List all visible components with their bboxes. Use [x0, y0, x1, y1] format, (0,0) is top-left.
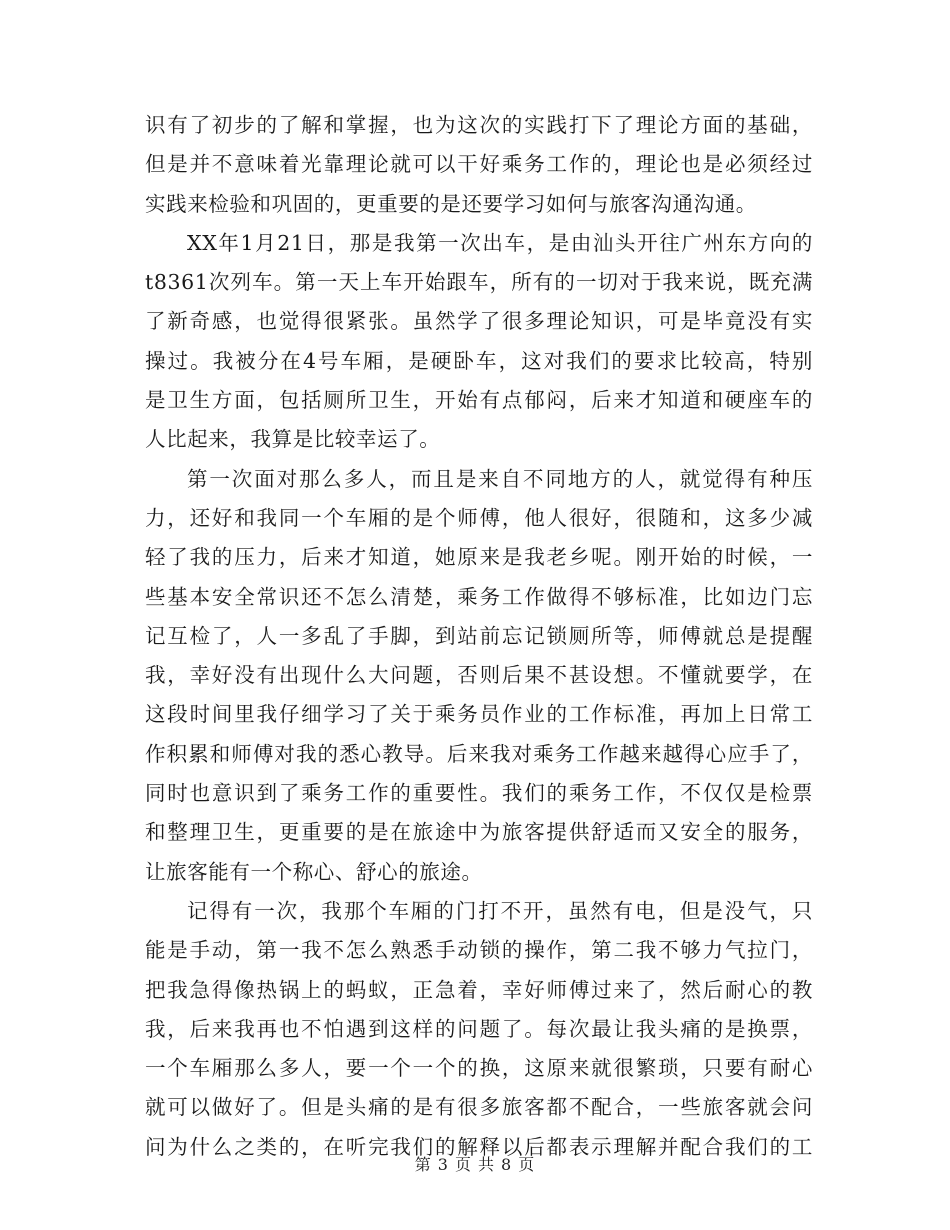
- text-line: 这段时间里我仔细学习了关于乘务员作业的工作标准，再加上日常工: [145, 702, 813, 727]
- text-line: 问为什么之类的，在听完我们的解释以后都表示理解并配合我们的工: [145, 1134, 813, 1159]
- text-line: 第一次面对那么多人，而且是来自不同地方的人，就觉得有种压: [187, 466, 813, 491]
- text-line: 一个车厢那么多人，要一个一个的换，这原来就很繁琐，只要有耐心: [145, 1056, 813, 1081]
- text-line: 操过。我被分在4号车厢，是硬卧车，这对我们的要求比较高，特别: [145, 348, 813, 373]
- body-text: [145, 106, 813, 1167]
- text-line: 记得有一次，我那个车厢的门打不开，虽然有电，但是没气，只: [187, 898, 813, 923]
- text-line: 把我急得像热锅上的蚂蚁，正急着，幸好师傅过来了，然后耐心的教: [145, 977, 813, 1002]
- text-line: 我，幸好没有出现什么大问题，否则后果不甚设想。不懂就要学，在: [145, 663, 813, 688]
- text-line: t8361次列车。第一天上车开始跟车，所有的一切对于我来说，既充满: [145, 270, 813, 295]
- footer-middle: 页 共: [454, 1155, 496, 1174]
- page-footer: [0, 1152, 950, 1175]
- total-pages: 8: [501, 1155, 513, 1174]
- text-line: 记互检了，人一多乱了手脚，到站前忘记锁厕所等，师傅就总是提醒: [145, 623, 813, 648]
- page-number: 3: [437, 1155, 449, 1174]
- text-line: 让旅客能有一个称心、舒心的旅途。: [145, 859, 483, 884]
- text-line: 能是手动，第一我不怎么熟悉手动锁的操作，第二我不够力气拉门，: [145, 938, 813, 963]
- text-line: 实践来检验和巩固的，更重要的是还要学习如何与旅客沟通沟通。: [145, 191, 757, 216]
- text-line: 和整理卫生，更重要的是在旅途中为旅客提供舒适而又安全的服务，: [145, 820, 813, 845]
- footer-suffix: 页: [518, 1155, 536, 1174]
- text-line: 人比起来，我算是比较幸运了。: [145, 427, 441, 452]
- text-line: 力，还好和我同一个车厢的是个师傅，他人很好，很随和，这多少减: [145, 505, 813, 530]
- text-line: 了新奇感，也觉得很紧张。虽然学了很多理论知识，可是毕竟没有实: [145, 309, 813, 334]
- footer-prefix: 第: [414, 1155, 432, 1174]
- text-line: 些基本安全常识还不怎么清楚，乘务工作做得不够标准，比如边门忘: [145, 584, 813, 609]
- text-line: 我，后来我再也不怕遇到这样的问题了。每次最让我头痛的是换票，: [145, 1016, 813, 1041]
- text-line: 但是并不意味着光靠理论就可以干好乘务工作的，理论也是必须经过: [145, 152, 813, 177]
- text-line: XX年1月21日，那是我第一次出车，是由汕头开往广州东方向的: [187, 230, 813, 255]
- text-line: 识有了初步的了解和掌握，也为这次的实践打下了理论方面的基础，: [145, 113, 813, 137]
- text-line: 同时也意识到了乘务工作的重要性。我们的乘务工作，不仅仅是检票: [145, 781, 813, 806]
- text-line: 作积累和师傅对我的悉心教导。后来我对乘务工作越来越得心应手了，: [145, 741, 813, 766]
- text-line: 就可以做好了。但是头痛的是有很多旅客都不配合，一些旅客就会问: [145, 1095, 813, 1120]
- text-line: 轻了我的压力，后来才知道，她原来是我老乡呢。刚开始的时候，一: [145, 545, 813, 570]
- text-line: 是卫生方面，包括厕所卫生，开始有点郁闷，后来才知道和硬座车的: [145, 388, 813, 413]
